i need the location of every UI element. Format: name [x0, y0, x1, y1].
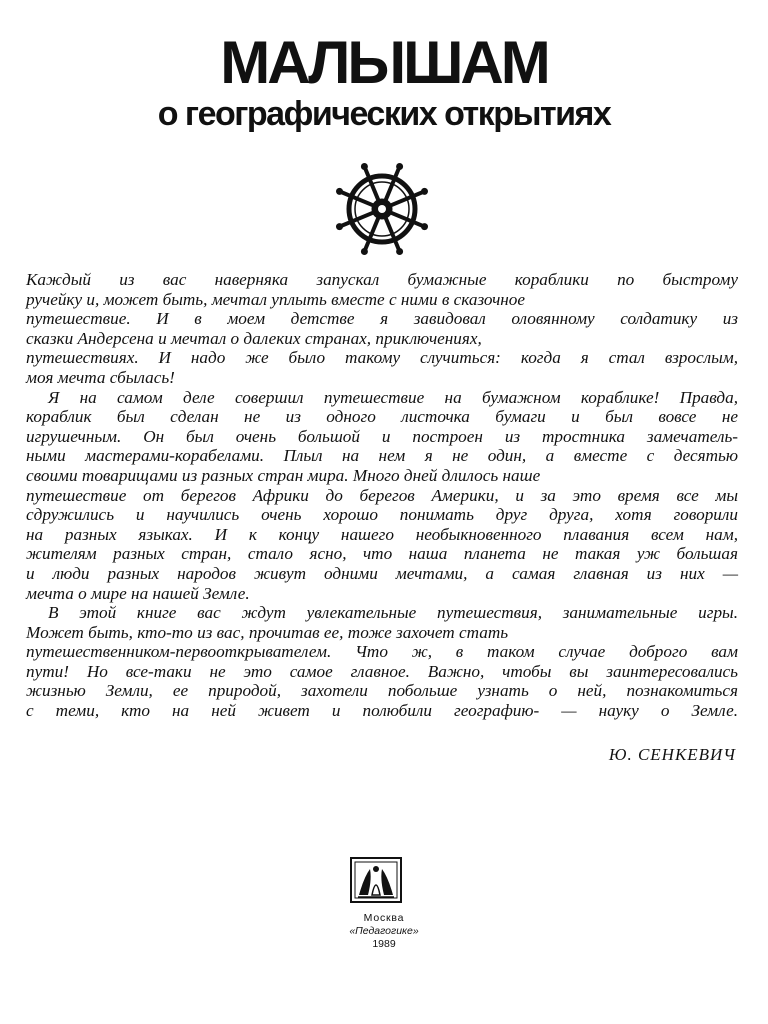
text-line: на разных языках. И к концу нашего необыкновенного плавания всем нам, — [26, 524, 738, 544]
imprint-publisher: «Педагогике» — [349, 925, 419, 937]
text-line: В этой книге вас ждут увлекательные путешествия, занимательные игры. — [48, 603, 738, 623]
text-line: кораблик был сделан не из одного листочка бумаги и был вовсе не — [26, 407, 738, 427]
text-line: жителям разных стран, стало ясно, что наша планета не такая уж большая — [26, 544, 738, 564]
book-subtitle: о географических открытиях — [157, 95, 611, 133]
text-line: Каждый из вас наверняка запускал бумажные кораблики по быстрому — [26, 270, 738, 289]
text-line: ными мастерами-корабелами. Плыл на нем я не один, а вместе с десятью — [26, 446, 738, 466]
text-line: сдружились и научились очень хорошо понимать друг друга, хотя говорили — [26, 505, 738, 525]
text-line: путешественником-первооткрывателем. Что ж, в таком случае доброго вам — [26, 642, 738, 662]
text-line: своими товарищами из разных стран мира. Много дней длилось наше — [26, 465, 541, 485]
text-line: мечта о мире на нашей Земле. — [26, 583, 250, 603]
text-line: пути! Но все-таки не это самое главное. Важно, чтобы вы заинтересовались — [26, 661, 738, 681]
publisher-logo-icon — [350, 857, 402, 903]
imprint-year: 1989 — [372, 938, 396, 950]
text-line: Может быть, кто-то из вас, прочитав ее, тоже захочет стать — [26, 622, 509, 642]
text-line: Я на самом деле совершил путешествие на бумажном кораблике! Правда, — [48, 387, 738, 407]
text-line: путешествиях. И надо же было такому случиться: когда я стал взрослым, — [26, 348, 738, 368]
text-line: путешествие. И в моем детстве я завидовал оловянному солдатику из — [26, 309, 738, 329]
text-line: сказки Андерсена и мечтал о далеких странах, приключениях, — [26, 328, 482, 348]
text-line: и люди разных народов живут одними мечтами, а самая главная из них — — [26, 563, 738, 583]
text-line: с теми, кто на ней живет и полюбили географию- — науку о Земле. — [26, 701, 738, 721]
foreword-text — [26, 270, 738, 721]
text-line: игрушечным. Он был очень большой и построен из тростника замечатель- — [26, 426, 738, 446]
text-line: путешествие от берегов Африки до берегов Америки, и за это время все мы — [26, 485, 738, 505]
text-line: моя мечта сбылась! — [26, 367, 175, 387]
text-line: жизнью Земли, ее природой, захотели побольше узнать о ней, познакомиться — [26, 681, 738, 701]
imprint-city: Москва — [363, 912, 405, 924]
ship-wheel-icon — [330, 157, 434, 261]
author-signature: Ю. СЕНКЕВИЧ — [608, 745, 736, 764]
book-title: МАЛЫШАМ — [220, 29, 548, 96]
text-line: ручейку и, может быть, мечтал уплыть вместе с ними в сказочное — [26, 289, 526, 309]
